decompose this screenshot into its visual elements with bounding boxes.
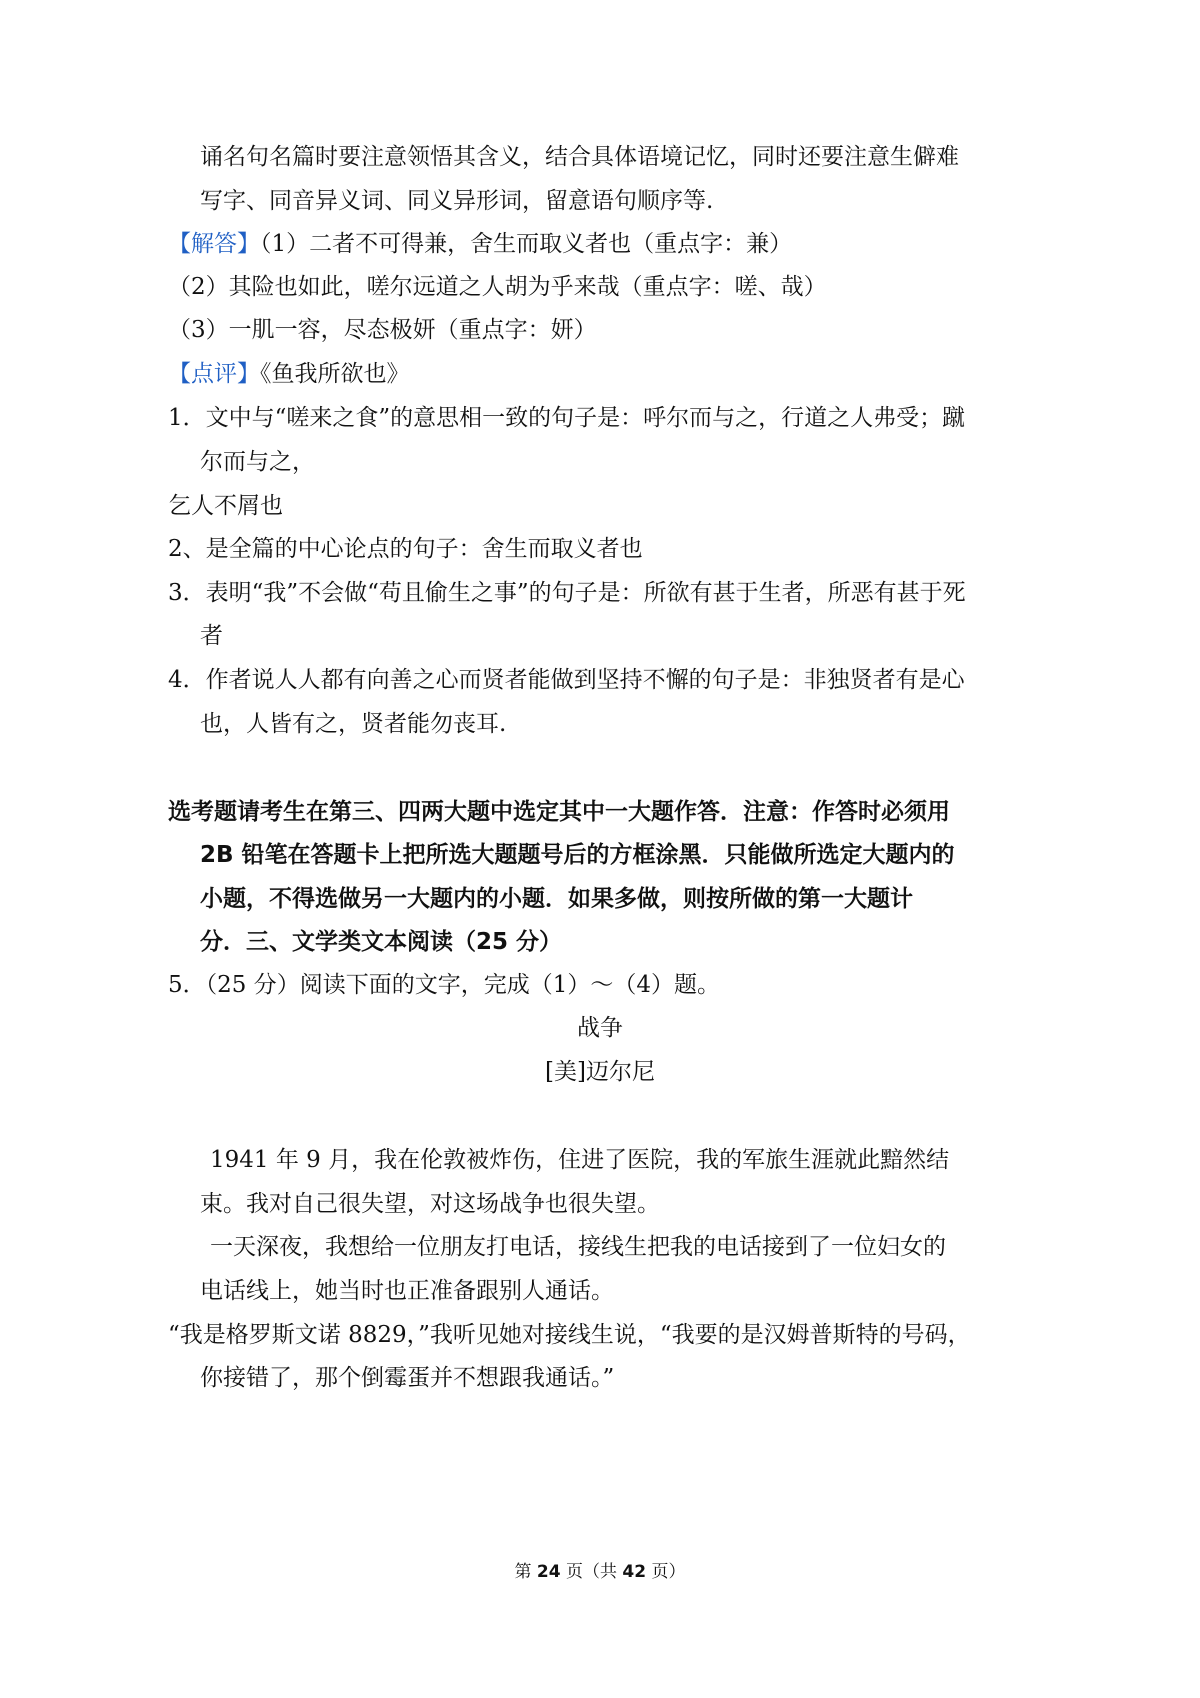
comment-label: 【点评】 xyxy=(168,361,260,387)
answer-line: （3）一肌一容，尽态极妍（重点字：妍） xyxy=(168,317,597,343)
story-line: 你接错了，那个倒霉蛋并不想跟我通话。” xyxy=(200,1365,615,1391)
list-item-continued: 者 xyxy=(200,623,223,649)
page-footer xyxy=(0,1560,1200,1584)
list-item-continued: 乞人不屑也 xyxy=(168,493,283,519)
notice-line: 选考题请考生在第三、四两大题中选定其中一大题作答．注意：作答时必须用 xyxy=(168,799,950,825)
footer-total-pages: 42 xyxy=(622,1562,647,1582)
story-line: 1941 年 9 月，我在伦敦被炸伤，住进了医院，我的军旅生涯就此黯然结 xyxy=(210,1147,950,1173)
text-line: 诵名句名篇时要注意领悟其含义，结合具体语境记忆，同时还要注意生僻难 xyxy=(200,144,959,170)
list-item: 1．文中与“嗟来之食”的意思相一致的句子是：呼尔而与之，行道之人弗受；蹴 xyxy=(168,405,966,431)
footer-post: 页） xyxy=(651,1562,686,1582)
question-line: 5．（25 分）阅读下面的文字，完成（1）～（4）题。 xyxy=(168,972,720,998)
comment-text: 《鱼我所欲也》 xyxy=(260,361,410,387)
list-item: 3．表明“我”不会做“苟且偷生之事”的句子是：所欲有甚于生者，所恶有甚于死 xyxy=(168,580,966,606)
story-line: “我是格罗斯文诺 8829，”我听见她对接线生说，“我要的是汉姆普斯特的号码， xyxy=(168,1322,971,1348)
answer-label: 【解答】 xyxy=(168,231,260,257)
list-item: 2、是全篇的中心论点的句子：舍生而取义者也 xyxy=(168,536,643,562)
notice-line: 小题，不得选做另一大题内的小题．如果多做，则按所做的第一大题计 xyxy=(200,886,913,912)
answer-line: （2）其险也如此，嗟尔远道之人胡为乎来哉（重点字：嗟、哉） xyxy=(168,274,827,300)
story-title: 战争 xyxy=(577,1015,623,1041)
notice-line: 2B 铅笔在答题卡上把所选大题题号后的方框涂黑．只能做所选定大题内的 xyxy=(200,842,955,868)
story-line: 电话线上，她当时也正准备跟别人通话。 xyxy=(200,1278,614,1304)
answer-text: （1）二者不可得兼，舍生而取义者也（重点字：兼） xyxy=(260,231,793,257)
footer-mid: 页（共 xyxy=(566,1562,617,1582)
text-line: 写字、同音异义词、同义异形词，留意语句顺序等. xyxy=(200,188,714,214)
answer-line xyxy=(168,229,792,259)
story-author: [美]迈尔尼 xyxy=(545,1059,655,1085)
story-line: 束。我对自己很失望，对这场战争也很失望。 xyxy=(200,1191,660,1217)
notice-line: 分．三、文学类文本阅读（25 分） xyxy=(200,929,563,955)
footer-page-number: 24 xyxy=(536,1562,561,1582)
list-item: 4．作者说人人都有向善之心而贤者能做到坚持不懈的句子是：非独贤者有是心 xyxy=(168,667,965,693)
list-item-continued: 尔而与之， xyxy=(200,449,315,475)
footer-pre: 第 xyxy=(514,1562,532,1582)
list-item-continued: 也，人皆有之，贤者能勿丧耳. xyxy=(200,711,507,737)
story-line: 一天深夜，我想给一位朋友打电话，接线生把我的电话接到了一位妇女的 xyxy=(210,1234,946,1260)
comment-line xyxy=(168,359,410,389)
